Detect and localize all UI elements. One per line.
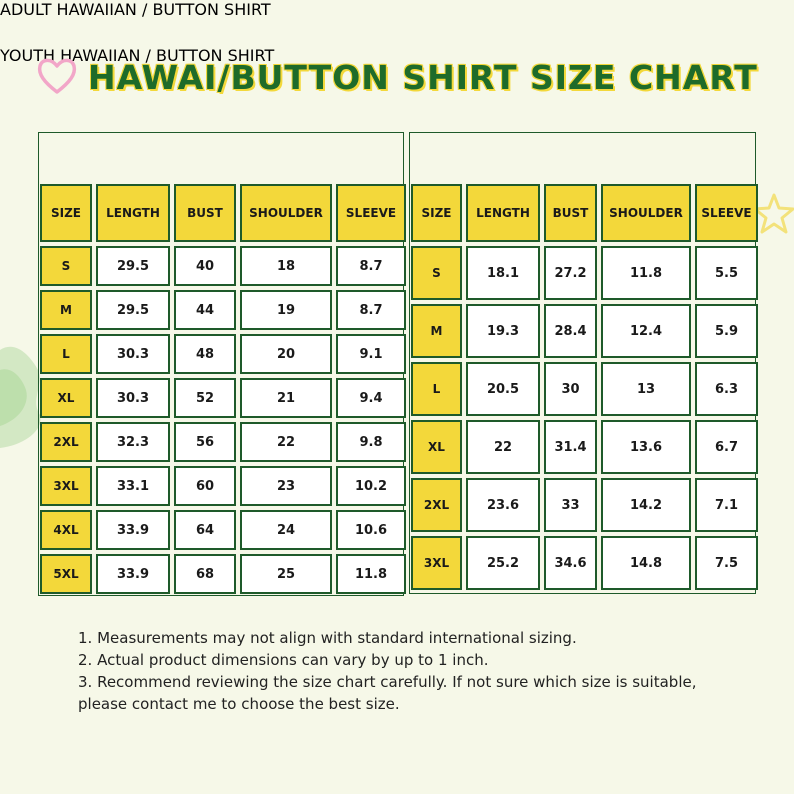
youth-size-cell: S (411, 246, 462, 300)
star-icon (752, 192, 794, 236)
adult-value-cell: 33.1 (96, 466, 170, 506)
adult-table-caption: ADULT HAWAIIAN / BUTTON SHIRT (0, 0, 271, 19)
adult-value-cell: 10.2 (336, 466, 406, 506)
youth-table-caption: YOUTH HAWAIIAN / BUTTON SHIRT (0, 46, 275, 65)
note-4: please contact me to choose the best size. (78, 695, 400, 713)
youth-column-header: SHOULDER (601, 184, 691, 242)
youth-value-cell: 11.8 (601, 246, 691, 300)
youth-value-cell: 14.2 (601, 478, 691, 532)
adult-value-cell: 29.5 (96, 290, 170, 330)
youth-value-cell: 13.6 (601, 420, 691, 474)
adult-value-cell: 24 (240, 510, 332, 550)
adult-value-cell: 30.3 (96, 378, 170, 418)
adult-value-cell: 21 (240, 378, 332, 418)
adult-size-cell: 5XL (40, 554, 92, 594)
adult-value-cell: 25 (240, 554, 332, 594)
youth-value-cell: 14.8 (601, 536, 691, 590)
adult-size-cell: 4XL (40, 510, 92, 550)
youth-value-cell: 27.2 (544, 246, 597, 300)
adult-column-header: SIZE (40, 184, 92, 242)
youth-value-cell: 6.7 (695, 420, 758, 474)
adult-value-cell: 22 (240, 422, 332, 462)
adult-value-cell: 29.5 (96, 246, 170, 286)
adult-value-cell: 18 (240, 246, 332, 286)
adult-column-header: SLEEVE (336, 184, 406, 242)
youth-value-cell: 18.1 (466, 246, 540, 300)
youth-value-cell: 20.5 (466, 362, 540, 416)
youth-size-cell: 3XL (411, 536, 462, 590)
youth-column-header: LENGTH (466, 184, 540, 242)
youth-value-cell: 12.4 (601, 304, 691, 358)
youth-size-cell: M (411, 304, 462, 358)
adult-value-cell: 9.8 (336, 422, 406, 462)
adult-value-cell: 20 (240, 334, 332, 374)
adult-value-cell: 19 (240, 290, 332, 330)
youth-column-header: BUST (544, 184, 597, 242)
adult-value-cell: 60 (174, 466, 236, 506)
youth-size-cell: 2XL (411, 478, 462, 532)
adult-value-cell: 33.9 (96, 510, 170, 550)
adult-size-cell: 3XL (40, 466, 92, 506)
adult-value-cell: 11.8 (336, 554, 406, 594)
adult-value-cell: 40 (174, 246, 236, 286)
youth-value-cell: 7.1 (695, 478, 758, 532)
youth-size-cell: L (411, 362, 462, 416)
page-title: HAWAI/BUTTON SHIRT SIZE CHART (88, 58, 758, 97)
youth-value-cell: 22 (466, 420, 540, 474)
adult-value-cell: 68 (174, 554, 236, 594)
adult-value-cell: 9.4 (336, 378, 406, 418)
adult-value-cell: 33.9 (96, 554, 170, 594)
youth-value-cell: 31.4 (544, 420, 597, 474)
adult-column-header: SHOULDER (240, 184, 332, 242)
youth-column-header: SIZE (411, 184, 462, 242)
adult-value-cell: 8.7 (336, 246, 406, 286)
youth-value-cell: 30 (544, 362, 597, 416)
youth-value-cell: 25.2 (466, 536, 540, 590)
notes (78, 627, 758, 715)
adult-value-cell: 64 (174, 510, 236, 550)
youth-value-cell: 34.6 (544, 536, 597, 590)
note-1: 1. Measurements may not align with standard international sizing. (78, 629, 577, 647)
adult-value-cell: 48 (174, 334, 236, 374)
adult-column-header: BUST (174, 184, 236, 242)
adult-value-cell: 56 (174, 422, 236, 462)
note-3: 3. Recommend reviewing the size chart carefully. If not sure which size is suitable, (78, 673, 697, 691)
youth-value-cell: 13 (601, 362, 691, 416)
youth-value-cell: 7.5 (695, 536, 758, 590)
adult-size-cell: M (40, 290, 92, 330)
adult-value-cell: 32.3 (96, 422, 170, 462)
youth-size-cell: XL (411, 420, 462, 474)
youth-column-header: SLEEVE (695, 184, 758, 242)
youth-value-cell: 28.4 (544, 304, 597, 358)
adult-value-cell: 44 (174, 290, 236, 330)
adult-size-cell: S (40, 246, 92, 286)
youth-value-cell: 5.9 (695, 304, 758, 358)
adult-size-cell: 2XL (40, 422, 92, 462)
adult-value-cell: 52 (174, 378, 236, 418)
adult-size-cell: XL (40, 378, 92, 418)
adult-value-cell: 23 (240, 466, 332, 506)
adult-value-cell: 30.3 (96, 334, 170, 374)
youth-value-cell: 33 (544, 478, 597, 532)
youth-value-cell: 5.5 (695, 246, 758, 300)
adult-column-header: LENGTH (96, 184, 170, 242)
youth-value-cell: 23.6 (466, 478, 540, 532)
youth-value-cell: 19.3 (466, 304, 540, 358)
youth-value-cell: 6.3 (695, 362, 758, 416)
heart-icon (34, 52, 80, 98)
adult-value-cell: 9.1 (336, 334, 406, 374)
note-2: 2. Actual product dimensions can vary by up to 1 inch. (78, 651, 489, 669)
adult-value-cell: 10.6 (336, 510, 406, 550)
adult-value-cell: 8.7 (336, 290, 406, 330)
adult-size-cell: L (40, 334, 92, 374)
